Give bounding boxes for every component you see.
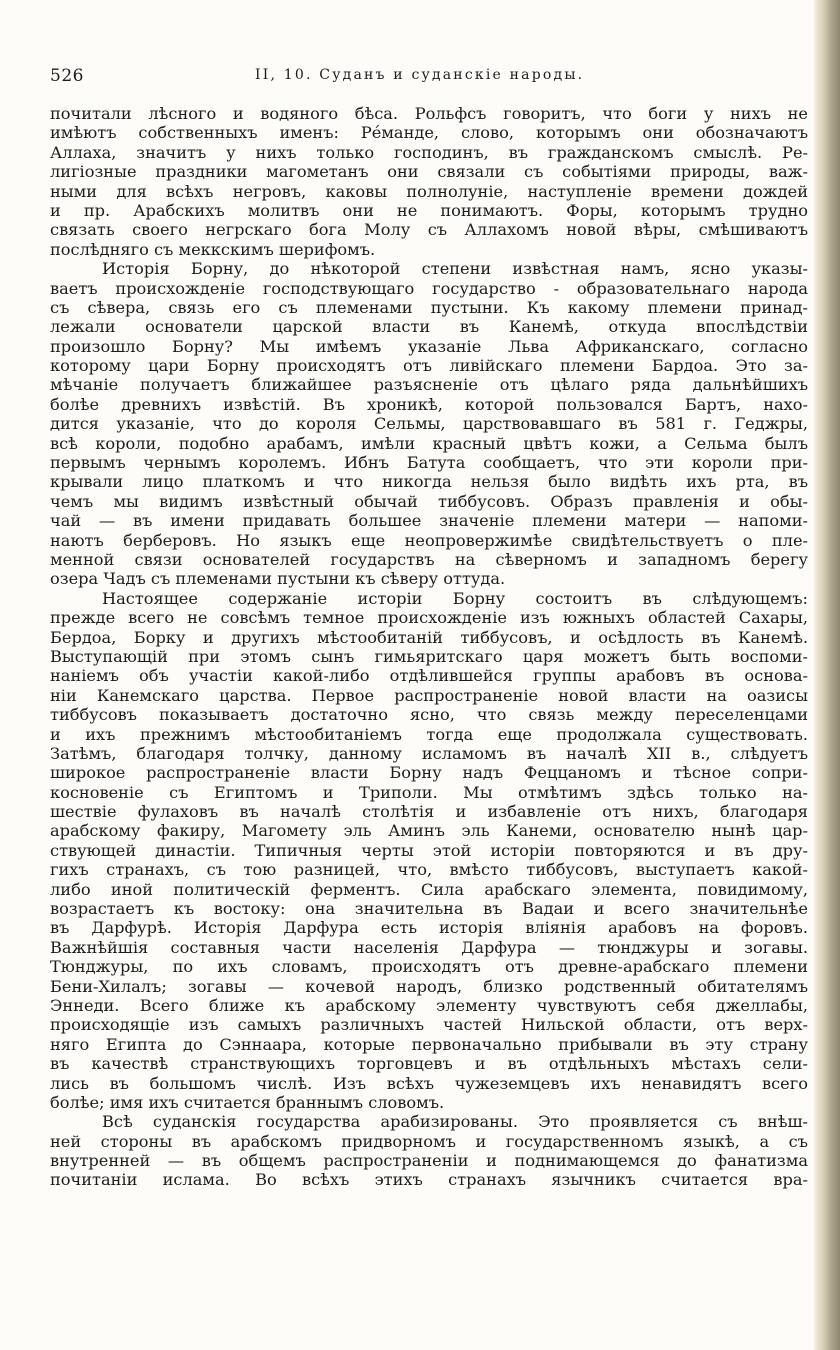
text-line: Затѣмъ, благодаря толчку, данному исламомъ въ началѣ XII в., слѣдуетъ [50, 743, 808, 763]
text-line: и ихъ прежнимъ мѣстообитаніемъ тогда еще продолжала существовать. [50, 724, 808, 744]
text-line: происходящіе изъ самыхъ различныхъ частей Нильской области, отъ верх- [50, 1015, 808, 1035]
text-line: съ сѣвера, связь его съ племенами пустыни. Къ какому племени принад- [50, 297, 808, 317]
text-line: няго Египта до Сэннаара, которые первоначально прибывали въ эту страну [50, 1034, 808, 1054]
text-line: Исторія Борну, до нѣкоторой степени извѣстная намъ, ясно указы- [102, 259, 808, 279]
running-title: II, 10. Суданъ и суданскіе народы. [255, 67, 585, 83]
text-line: косновеніе съ Египтомъ и Триполи. Мы отмѣтимъ здѣсь только на- [50, 782, 808, 802]
text-line: Всѣ суданскія государства арабизированы. Это проявляется съ внѣш- [102, 1112, 808, 1132]
text-line: Эннеди. Всего ближе къ арабскому элементу чувствуютъ себя джеллабы, [50, 995, 808, 1015]
text-line: всѣ короли, подобно арабамъ, имѣли красный цвѣтъ кожи, а Сельма былъ [50, 433, 808, 453]
text-line: и пр. Арабскихъ молитвъ они не понимаютъ. Форы, которымъ трудно [50, 200, 808, 220]
text-line: въ качествѣ странствующихъ торговцевъ и въ отдѣльныхъ мѣстахъ сели- [50, 1054, 808, 1074]
text-line: прежде всего не совсѣмъ темное происхожденіе изъ южныхъ областей Сахары, [50, 608, 808, 628]
text-line: послѣдняго съ меккскимъ шерифомъ. [50, 239, 376, 259]
text-line: въ Дарфурѣ. Исторія Дарфура есть исторія вліянія арабовъ на форовъ. [50, 918, 808, 938]
text-line: Тюнджуры, по ихъ словамъ, происходятъ отъ древне-арабскаго племени [50, 957, 808, 977]
page-number: 526 [50, 66, 84, 86]
text-line: мѣчаніе получаетъ ближайшее разъясненіе отъ цѣлаго ряда дальнѣйшихъ [50, 375, 808, 395]
text-line: произошло Борну? Мы имѣемъ указаніе Льва Африканскаго, согласно [50, 336, 808, 356]
text-line: ніи Канемскаго царства. Первое распространеніе новой власти на оазисы [50, 685, 808, 705]
text-line: лигіозные праздники магометанъ они связали съ событіями природы, важ- [50, 162, 808, 182]
text-line: первымъ чернымъ королемъ. Ибнъ Батута сообщаетъ, что эти короли при- [50, 453, 808, 473]
text-line: дится указаніе, что до короля Сельмы, царствовавшаго въ 581 г. Геджры, [50, 414, 808, 434]
text-line: Важнѣйшія составныя части населенія Дарфура — тюнджуры и зогавы. [50, 937, 808, 957]
page-header [50, 66, 810, 88]
text-line: Настоящее содержаніе исторіи Борну состоитъ въ слѣдующемъ: [102, 588, 808, 608]
text-line: шествіе фулаховъ въ началѣ столѣтія и избавленіе отъ нихъ, благодаря [50, 802, 808, 822]
text-line: либо иной политическій ферментъ. Сила арабскаго элемента, повидимому, [50, 879, 808, 899]
text-line: чемъ мы видимъ извѣстный обычай тиббусовъ. Образъ правленія и обы- [50, 491, 808, 511]
text-line: наютъ берберовъ. Но языкъ еще неопровержимѣе свидѣтельствуетъ о пле- [50, 530, 808, 550]
body-text [50, 104, 808, 1190]
text-line: связать своего негрскаго бога Молу съ Аллахомъ новой вѣры, смѣшиваютъ [50, 220, 808, 240]
text-line: болѣе; имя ихъ считается браннымъ словомъ. [50, 1092, 445, 1112]
text-line: чай — въ имени придавать большее значеніе племени матери — напоми- [50, 511, 808, 531]
text-line: почитаніи ислама. Во всѣхъ этихъ странахъ язычникъ считается вра- [50, 1170, 808, 1190]
text-line: ней стороны въ арабскомъ придворномъ и государственномъ языкѣ, а съ [50, 1131, 808, 1151]
text-line: менной связи основателей государствъ на сѣверномъ и западномъ берегу [50, 549, 808, 569]
text-line: ными для всѣхъ негровъ, каковы полнолуніе, наступленіе времени дождей [50, 181, 808, 201]
text-line: возрастаетъ къ востоку: она значительна въ Вадаи и всего значительнѣе [50, 899, 808, 919]
text-line: имѣютъ собственныхъ именъ: Ре́манде, слово, которымъ они обозначаютъ [50, 123, 808, 143]
text-line: болѣе древнихъ извѣстій. Въ хроникѣ, которой пользовался Бартъ, нахо- [50, 394, 808, 414]
text-line: Бени-Хилалъ; зогавы — кочевой народъ, близко родственный обитателямъ [50, 976, 808, 996]
page-gutter-shadow [814, 0, 840, 1350]
text-line: крывали лицо платкомъ и что никогда нельзя было видѣть ихъ рта, въ [50, 472, 808, 492]
text-line: широкое распространеніе власти Борну надъ Феццаномъ и тѣсное сопри- [50, 763, 808, 783]
text-line: Бердоа, Борку и другихъ мѣстообитаній тиббусовъ, и осѣдлость въ Канемѣ. [50, 627, 808, 647]
text-line: гихъ странахъ, съ тою разницей, что, вмѣсто тиббусовъ, выступаетъ какой- [50, 860, 808, 880]
text-line: лежали основатели царской власти въ Канемѣ, откуда впослѣдствіи [50, 317, 808, 337]
text-line: ваетъ происхожденіе господствующаго государство - образовательнаго народа [50, 278, 808, 298]
text-line: ствующей династіи. Типичныя черты этой исторіи повторяются и въ дру- [50, 840, 808, 860]
text-line: лись въ большомъ числѣ. Изъ всѣхъ чужеземцевъ ихъ ненавидятъ всего [50, 1073, 808, 1093]
text-line: наніемъ объ участіи какой-либо отдѣлившейся группы арабовъ въ основа- [50, 666, 808, 686]
text-line: Аллаха, значитъ у нихъ только господинъ, въ гражданскомъ смыслѣ. Ре- [50, 142, 808, 162]
text-line: которому цари Борну происходятъ отъ ливійскаго племени Бардоа. Это за- [50, 356, 808, 376]
text-line: арабскому факиру, Магомету эль Аминъ эль Канеми, основателю нынѣ цар- [50, 821, 808, 841]
text-line: озера Чадъ съ племенами пустыни къ сѣверу оттуда. [50, 569, 506, 589]
text-line: тиббусовъ показываетъ достаточно ясно, что связь между переселенцами [50, 705, 808, 725]
text-line: Выступающій при этомъ сынъ гимьяритскаго царя можетъ быть воспоми- [50, 646, 808, 666]
text-line: почитали лѣсного и водяного бѣса. Рольфсъ говоритъ, что боги у нихъ не [50, 104, 808, 123]
text-line: внутренней — въ общемъ распространеніи и поднимающемся до фанатизма [50, 1151, 808, 1171]
